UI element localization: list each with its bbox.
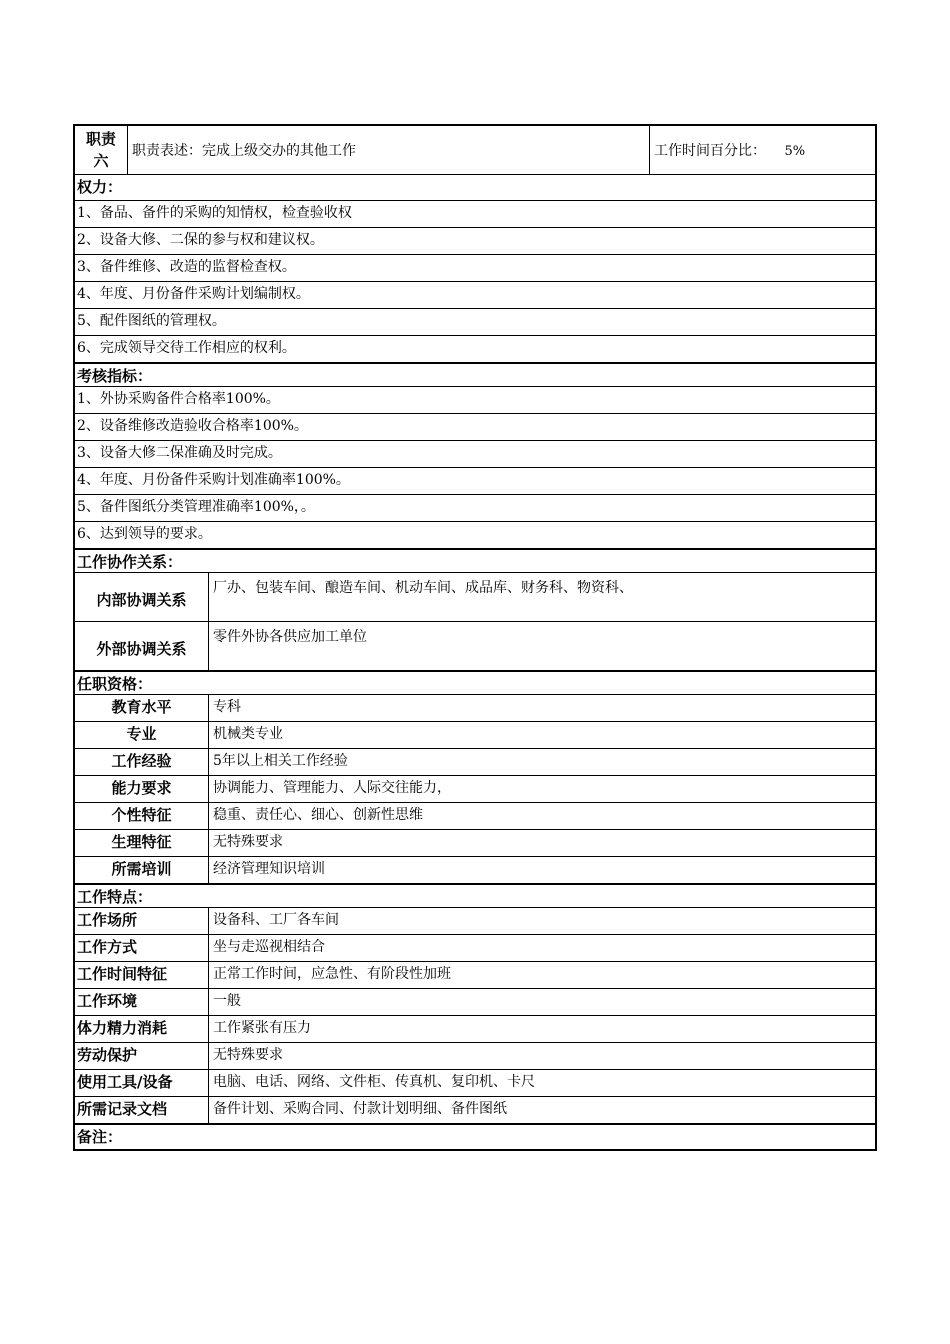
kpi-item-text: 4、年度、月份备件采购计划准确率100%。 — [77, 472, 350, 488]
feature-value: 坐与走巡视相结合 — [213, 939, 325, 955]
feature-row — [75, 935, 875, 962]
kpi-item-text: 1、外协采购备件合格率100%。 — [77, 391, 280, 407]
qualification-row — [75, 749, 875, 776]
qualification-value: 机械类专业 — [213, 726, 283, 742]
qualification-row — [75, 722, 875, 749]
power-item-text: 5、配件图纸的管理权。 — [77, 313, 226, 329]
qualification-label: 个性特征 — [75, 803, 209, 829]
qualification-value: 经济管理知识培训 — [213, 861, 325, 877]
duty-description: 职责表述：完成上级交办的其他工作 — [128, 126, 650, 174]
feature-row — [75, 962, 875, 989]
power-item — [75, 309, 875, 336]
duty-row — [75, 126, 875, 175]
external-relation-label: 外部协调关系 — [75, 622, 209, 670]
duty-time — [650, 126, 875, 174]
qualification-label: 所需培训 — [75, 857, 209, 883]
feature-value: 备件计划、采购合同、付款计划明细、备件图纸 — [213, 1101, 507, 1117]
feature-value: 电脑、电话、网络、文件柜、传真机、复印机、卡尺 — [213, 1074, 535, 1090]
qualifications-title: 任职资格： — [77, 675, 153, 693]
relations-title: 工作协作关系： — [77, 553, 183, 571]
feature-value: 一般 — [213, 993, 241, 1009]
internal-relation-label: 内部协调关系 — [75, 573, 209, 621]
notes-title: 备注： — [77, 1128, 123, 1146]
qualification-value: 专科 — [213, 699, 241, 715]
feature-label: 所需记录文档 — [75, 1097, 209, 1123]
kpi-item — [75, 495, 875, 522]
qualification-label: 能力要求 — [75, 776, 209, 802]
notes-row — [75, 1124, 875, 1149]
power-item — [75, 228, 875, 255]
qualifications-header — [75, 671, 875, 695]
kpi-item — [75, 468, 875, 495]
power-item-text: 1、备品、备件的采购的知情权，检查验收权 — [77, 205, 352, 221]
qualification-label: 工作经验 — [75, 749, 209, 775]
feature-row — [75, 1043, 875, 1070]
feature-label: 工作时间特征 — [75, 962, 209, 988]
kpi-item — [75, 441, 875, 468]
duty-time-label: 工作时间百分比： — [654, 143, 766, 159]
qualification-row — [75, 803, 875, 830]
power-item — [75, 255, 875, 282]
qualification-row — [75, 830, 875, 857]
power-item — [75, 336, 875, 363]
feature-value: 工作紧张有压力 — [213, 1020, 311, 1036]
feature-label: 劳动保护 — [75, 1043, 209, 1069]
external-relation-value: 零件外协各供应加工单位 — [213, 629, 367, 645]
qualification-value: 无特殊要求 — [213, 834, 283, 850]
power-item-text: 4、年度、月份备件采购计划编制权。 — [77, 286, 310, 302]
power-item-text: 6、完成领导交待工作相应的权利。 — [77, 340, 296, 356]
feature-row — [75, 989, 875, 1016]
power-item — [75, 201, 875, 228]
features-header — [75, 884, 875, 908]
feature-value: 设备科、工厂各车间 — [213, 912, 339, 928]
power-item — [75, 282, 875, 309]
power-item-text: 3、备件维修、改造的监督检查权。 — [77, 259, 296, 275]
qualification-label: 专业 — [75, 722, 209, 748]
qualification-value: 协调能力、管理能力、人际交往能力， — [213, 780, 451, 796]
kpi-item-text: 6、达到领导的要求。 — [77, 526, 212, 542]
features-title: 工作特点： — [77, 888, 153, 906]
feature-row — [75, 1016, 875, 1043]
kpi-item-text: 3、设备大修二保准确及时完成。 — [77, 445, 282, 461]
feature-value: 无特殊要求 — [213, 1047, 283, 1063]
power-item-text: 2、设备大修、二保的参与权和建议权。 — [77, 232, 324, 248]
external-relation-row — [75, 622, 875, 671]
feature-label: 工作方式 — [75, 935, 209, 961]
duty-label: 职责六 — [75, 126, 128, 174]
qualification-value: 稳重、责任心、细心、创新性思维 — [213, 807, 423, 823]
kpi-item — [75, 522, 875, 549]
kpi-title: 考核指标： — [77, 367, 153, 385]
feature-label: 使用工具/设备 — [75, 1070, 209, 1096]
feature-label: 工作环境 — [75, 989, 209, 1015]
internal-relation-row — [75, 573, 875, 622]
feature-row — [75, 1097, 875, 1124]
kpi-item-text: 2、设备维修改造验收合格率100%。 — [77, 418, 308, 434]
qualification-row — [75, 776, 875, 803]
qualification-label: 生理特征 — [75, 830, 209, 856]
feature-row — [75, 1070, 875, 1097]
qualification-value: 5年以上相关工作经验 — [213, 753, 348, 769]
qualification-row — [75, 857, 875, 884]
kpi-item — [75, 387, 875, 414]
internal-relation-value: 厂办、包装车间、酿造车间、机动车间、成品库、财务科、物资科、 — [213, 580, 633, 596]
job-description-table — [73, 124, 877, 1151]
feature-value: 正常工作时间，应急性、有阶段性加班 — [213, 966, 451, 982]
kpi-item — [75, 414, 875, 441]
feature-label: 体力精力消耗 — [75, 1016, 209, 1042]
kpi-header — [75, 363, 875, 387]
kpi-item-text: 5、备件图纸分类管理准确率100%，。 — [77, 499, 315, 515]
relations-header — [75, 549, 875, 573]
qualification-label: 教育水平 — [75, 695, 209, 721]
powers-title: 权力： — [77, 178, 123, 196]
duty-time-value: 5% — [784, 144, 806, 159]
powers-header — [75, 175, 875, 201]
feature-row — [75, 908, 875, 935]
feature-label: 工作场所 — [75, 908, 209, 934]
qualification-row — [75, 695, 875, 722]
